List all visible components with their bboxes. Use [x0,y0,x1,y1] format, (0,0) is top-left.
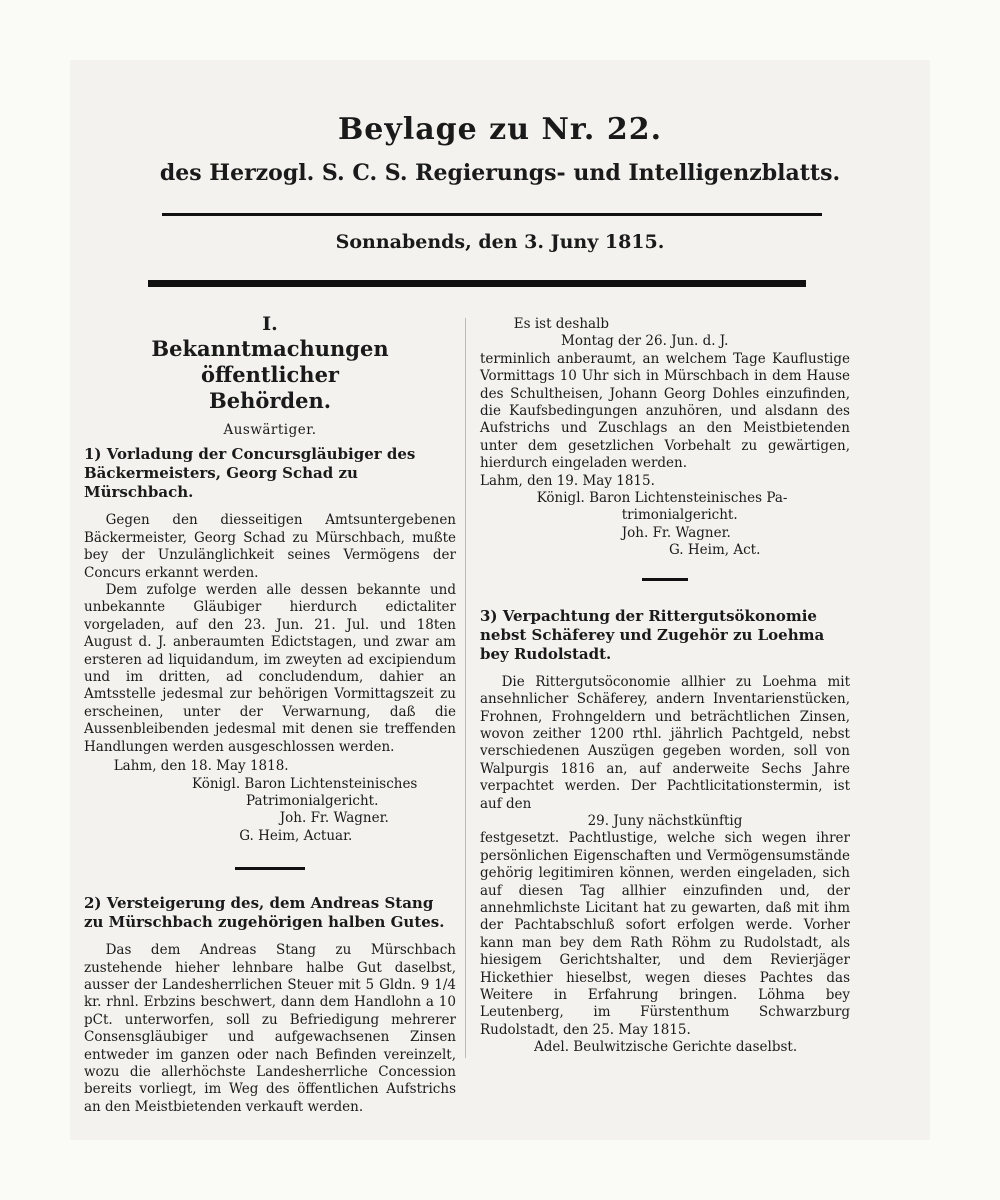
masthead-title: Beylage zu Nr. 22. [337,112,663,147]
notice1-signature-court: Königl. Baron Lichtensteinisches [192,775,418,792]
section-title-line2: Behörden. [208,388,332,413]
notice2-signature-name: Joh. Fr. Wagner. [621,524,731,541]
issue-date: Sonnabends, den 3. Juny 1815. [335,231,665,253]
notice2-intro: Es ist deshalb [513,316,610,332]
notice2-para2: terminlich anberaumt, an welchem Tage Kauflustige Vormittags 10 Uhr sich in Mürschbach in dem Hause des Schultheisen, Johann Georg Dohles einzufinden, die Kaufsbedingungen anzuhören, und alsdann des Aufstrichs und Zuschlags an den Meistbietenden unter dem gesetzlichen Vorbehalt zu gewärtigen, hierdurch eingeladen werden. [480,350,850,472]
notice2-heading: 2) Versteigerung des, dem Andreas Stang zu Mürschbach zugehörigen halben Gutes. [84,894,445,932]
notice3-para2: festgesetzt. Pachtlustige, welche sich wegen ihrer persönlichen Eigenschaften und Vermögensumstände gehörig legitimiren können, werden eingeladen, sich auf diesen Tag allhier einzufinden und, der annehmlichste Licitant hat zu gewarten, daß mit ihm der Pachtabschluß sofort erfolgen werde. Vorher kann man bey dem Rath Röhm zu Rudolstadt, als hiesigem Gerichtshalter, und dem Revierjäger Hickethier hieselbst, wegen dieses Pachtes das Weitere in Erfahrung bringen. Löhma bey Leutenberg, im Fürstenthum Schwarzburg Rudolstadt, den 25. May 1815. [480,830,850,1038]
right-column [480,316,850,1057]
notice3-closing-signature: Adel. Beulwitzische Gerichte daselbst. [534,1039,798,1056]
notice1-para2: Dem zufolge werden alle dessen bekannte und unbekannte Gläubiger hierdurch edictaliter vorgeladen, auf den 23. Jun. 21. Jul. und 18ten August d. J. anberaumten Edictstagen, und zwar am ersteren ad liquidandum, im zweyten ad excipiendum und im dritten, ad concludendum, dahier an Amtsstelle jedesmal zur behörigen Vormittagszeit zu erscheinen, unter der Verwarnung, daß die Aussenbleibenden jedesmal mit denen sie treffenden Handlungen werden ausgeschlossen werden. [84,582,456,755]
column-divider [465,318,466,1058]
section-number: I. [262,313,278,335]
notice2-para1: Das dem Andreas Stang zu Mürschbach zustehende hieher lehnbare halbe Gut daselbst, ausser der Landesherrlichen Steuer mit 5 Gldn. 9 1/4 kr. rhnl. Erbzins beschwert, dann dem Handlohn a 10 pCt. unterworfen, soll zu Befriedigung mehrerer Consensgläubiger und aufgewachsenen Zinsen entweder im ganzen oder nach Befinden vereinzelt, wozu die allerhöchste Landesherrliche Concession bereits vorliegt, im Weg des öffentlichen Aufstrichs an den Meistbietenden verkauft werden. [84,942,456,1115]
notice2-date-line: Montag der 26. Jun. d. J. [561,333,729,350]
notice2-signature-actuary: G. Heim, Act. [669,542,761,559]
notice3-para1: Die Rittergutsöconomie allhier zu Loehma mit ansehnlicher Schäferey, andern Inventarienstücken, Frohnen, Frohngeldern und beträchtlichen Zinsen, wovon zeither 1200 rthl. jährlich Pachtgeld, nebst verschiedenen Auszügen gegeben worden, soll von Walpurgis 1816 an, auf anderweite Sechs Jahre verpachtet werden. Der Pachtlicitationstermin, ist auf den [480,673,850,812]
header-rule [148,280,806,287]
notice1-para1: Gegen den diesseitigen Amtsuntergebenen Bäckermeister, Georg Schad zu Mürschbach, mußte bey der Unzulänglichkeit seines Vermögens der Concurs erkannt werden. [84,512,456,581]
notice3-term-date: 29. Juny nächstkünftig [587,812,743,829]
masthead-subtitle: des Herzogl. S. C. S. Regierungs- und Intelligenzblatts. [159,160,841,186]
notice1-heading: 1) Vorladung der Concursgläubiger des Bäckermeisters, Georg Schad zu Mürschbach. [84,445,416,502]
section-subhead: Auswärtiger. [223,422,317,438]
left-column [84,312,456,1116]
notice3-heading: 3) Verpachtung der Rittergutsökonomie nebst Schäferey und Zugehör zu Loehma bey Rudolstadt. [480,606,825,663]
masthead-rule [162,213,822,216]
section-title-line1: Bekanntmachungen öffentlicher [151,336,389,387]
notice-separator [235,867,305,870]
notice2-signature-court-2: trimonialgericht. [621,507,738,524]
notice2-signature-court: Königl. Baron Lichtensteinisches Pa- [536,490,788,507]
notice1-place-date: Lahm, den 18. May 1818. [113,758,289,775]
notice1-signature-actuary: G. Heim, Actuar. [239,827,353,844]
notice1-signature-name: Joh. Fr. Wagner. [279,810,389,827]
notice2-place-date: Lahm, den 19. May 1815. [480,472,655,489]
notice1-signature-court-2: Patrimonialgericht. [246,792,379,809]
notice-separator-right [642,578,688,581]
